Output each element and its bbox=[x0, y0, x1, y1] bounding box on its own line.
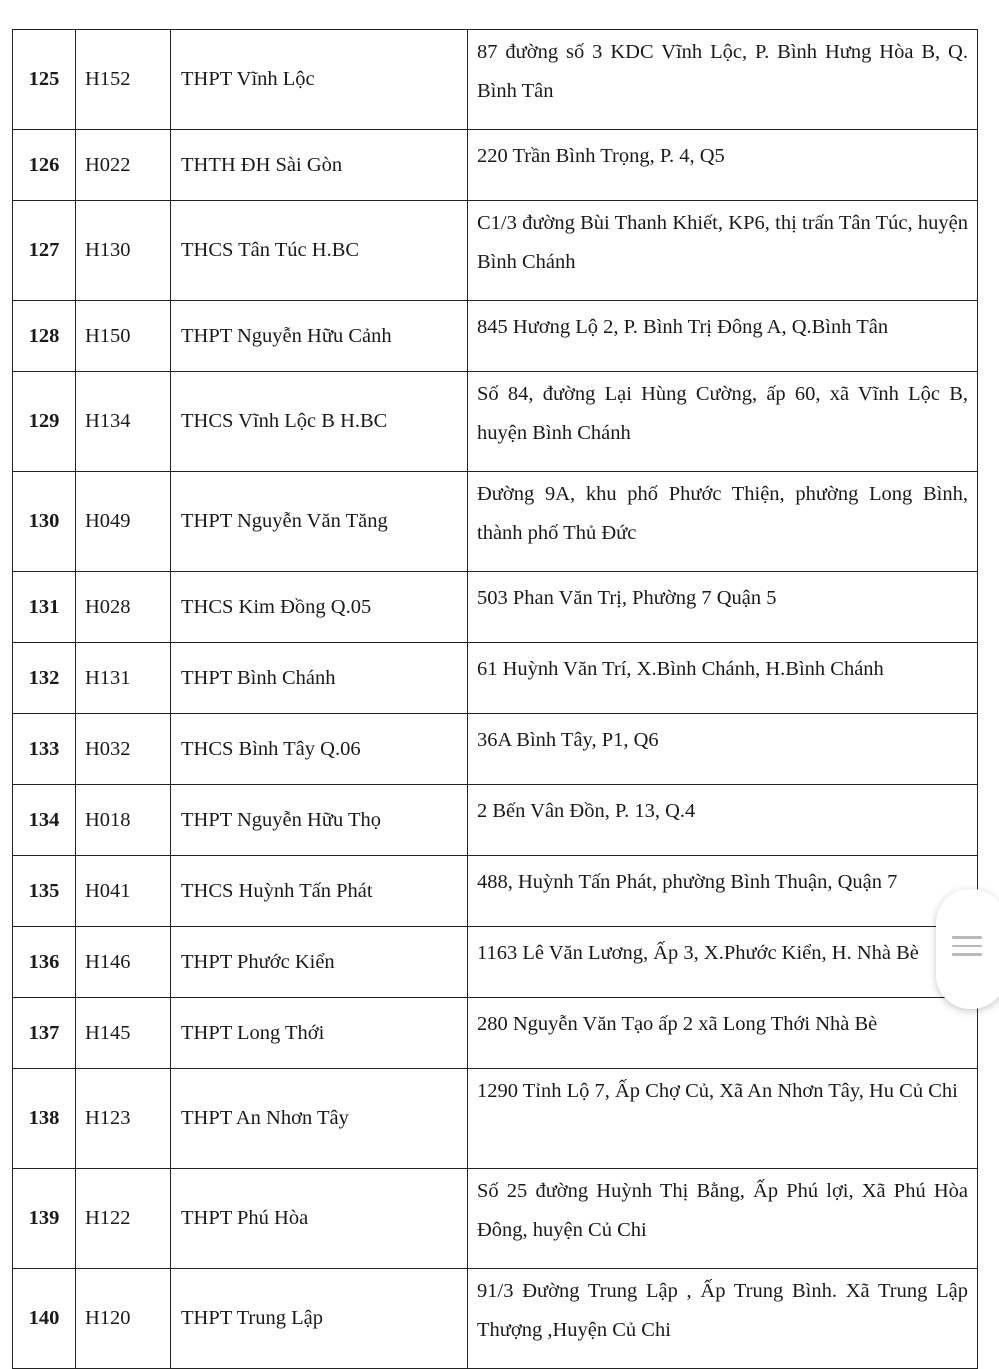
row-number: 129 bbox=[28, 410, 60, 432]
school-address: Số 84, đường Lại Hùng Cường, ấp 60, xã Vĩnh Lộc B, huyện Bình Chánh bbox=[477, 383, 968, 444]
school-name-cell bbox=[171, 372, 468, 472]
table-row bbox=[13, 472, 978, 572]
school-name: THCS Tân Túc H.BC bbox=[181, 239, 360, 261]
row-number-cell bbox=[13, 30, 76, 130]
table-row bbox=[13, 785, 978, 856]
school-code: H152 bbox=[85, 68, 131, 90]
school-address-cell bbox=[468, 572, 978, 643]
school-address-cell bbox=[468, 130, 978, 201]
school-name: THPT An Nhơn Tây bbox=[181, 1107, 349, 1129]
school-code-cell bbox=[76, 1169, 171, 1269]
school-address: 220 Trần Bình Trọng, P. 4, Q5 bbox=[477, 145, 725, 167]
row-number-cell bbox=[13, 472, 76, 572]
row-number-cell bbox=[13, 130, 76, 201]
school-address: Số 25 đường Huỳnh Thị Bằng, Ấp Phú lợi, Xã Phú Hòa Đông, huyện Củ Chi bbox=[477, 1180, 968, 1241]
table-row bbox=[13, 301, 978, 372]
school-name-cell bbox=[171, 201, 468, 301]
school-address: 845 Hương Lộ 2, P. Bình Trị Đông A, Q.Bình Tân bbox=[477, 316, 889, 338]
school-code: H131 bbox=[85, 666, 131, 689]
school-name-cell bbox=[171, 714, 468, 785]
row-number-cell bbox=[13, 301, 76, 372]
school-address: Đường 9A, khu phố Phước Thiện, phường Long Bình, thành phố Thủ Đức bbox=[477, 483, 968, 544]
school-address: 1290 Tỉnh Lộ 7, Ấp Chợ Củ, Xã An Nhơn Tây, Hu Củ Chi bbox=[477, 1080, 958, 1102]
school-code-cell bbox=[76, 785, 171, 856]
school-address-cell bbox=[468, 927, 978, 998]
school-code-cell bbox=[76, 30, 171, 130]
school-address-cell bbox=[468, 372, 978, 472]
row-number-cell bbox=[13, 1069, 76, 1169]
table-body bbox=[13, 30, 978, 1369]
school-code-cell bbox=[76, 201, 171, 301]
school-code: H134 bbox=[85, 410, 131, 432]
row-number: 128 bbox=[28, 324, 60, 347]
row-number-cell bbox=[13, 1169, 76, 1269]
school-name-cell bbox=[171, 301, 468, 372]
school-code-cell bbox=[76, 301, 171, 372]
school-name: THPT Long Thới bbox=[181, 1021, 325, 1044]
floating-side-tab[interactable] bbox=[936, 889, 999, 1009]
row-number-cell bbox=[13, 572, 76, 643]
row-number: 133 bbox=[28, 737, 60, 760]
school-code-cell bbox=[76, 130, 171, 201]
school-code-cell bbox=[76, 927, 171, 998]
table-row bbox=[13, 130, 978, 201]
row-number: 139 bbox=[28, 1207, 60, 1229]
school-name-cell bbox=[171, 927, 468, 998]
school-address: 87 đường số 3 KDC Vĩnh Lộc, P. Bình Hưng Hòa B, Q. Bình Tân bbox=[477, 41, 968, 102]
table-row bbox=[13, 927, 978, 998]
school-code: H145 bbox=[85, 1021, 131, 1044]
table-row bbox=[13, 30, 978, 130]
school-address-cell bbox=[468, 1169, 978, 1269]
row-number: 126 bbox=[28, 153, 60, 176]
school-name-cell bbox=[171, 1169, 468, 1269]
row-number: 140 bbox=[28, 1307, 60, 1329]
school-address-cell bbox=[468, 998, 978, 1069]
row-number: 136 bbox=[28, 950, 60, 973]
school-name: THPT Vĩnh Lộc bbox=[181, 68, 315, 90]
school-code-cell bbox=[76, 1269, 171, 1369]
school-name: THCS Vĩnh Lộc B H.BC bbox=[181, 410, 388, 432]
row-number: 127 bbox=[28, 239, 60, 261]
school-code-cell bbox=[76, 856, 171, 927]
school-name: THPT Nguyễn Hữu Thọ bbox=[181, 808, 381, 831]
school-code: H120 bbox=[85, 1307, 131, 1329]
school-name: THPT Nguyễn Văn Tăng bbox=[181, 510, 388, 532]
row-number-cell bbox=[13, 927, 76, 998]
school-address: 503 Phan Văn Trị, Phường 7 Quận 5 bbox=[477, 587, 777, 609]
school-address: C1/3 đường Bùi Thanh Khiết, KP6, thị trấn Tân Túc, huyện Bình Chánh bbox=[477, 212, 968, 273]
school-name-cell bbox=[171, 1269, 468, 1369]
school-address-cell bbox=[468, 201, 978, 301]
school-code: H150 bbox=[85, 324, 131, 347]
school-code: H049 bbox=[85, 510, 131, 532]
school-code: H041 bbox=[85, 879, 131, 902]
row-number-cell bbox=[13, 714, 76, 785]
row-number-cell bbox=[13, 201, 76, 301]
school-code: H032 bbox=[85, 737, 131, 760]
table-row bbox=[13, 643, 978, 714]
row-number: 135 bbox=[28, 879, 60, 902]
school-address: 2 Bến Vân Đồn, P. 13, Q.4 bbox=[477, 800, 696, 822]
school-name: THCS Huỳnh Tấn Phát bbox=[181, 879, 373, 902]
school-code-cell bbox=[76, 998, 171, 1069]
row-number-cell bbox=[13, 372, 76, 472]
school-name: THPT Phú Hòa bbox=[181, 1207, 309, 1229]
school-address: 91/3 Đường Trung Lập , Ấp Trung Bình. Xã Trung Lập Thượng ,Huyện Củ Chi bbox=[477, 1280, 968, 1341]
school-code: H146 bbox=[85, 950, 131, 973]
school-code-cell bbox=[76, 1069, 171, 1169]
row-number: 125 bbox=[28, 68, 60, 90]
school-name-cell bbox=[171, 572, 468, 643]
table-row bbox=[13, 714, 978, 785]
school-code: H022 bbox=[85, 153, 131, 176]
school-list-table bbox=[12, 29, 978, 1369]
school-name-cell bbox=[171, 643, 468, 714]
school-code-cell bbox=[76, 472, 171, 572]
school-address: 1163 Lê Văn Lương, Ấp 3, X.Phước Kiển, H. Nhà Bè bbox=[477, 942, 919, 964]
school-name: THCS Kim Đồng Q.05 bbox=[181, 595, 372, 618]
table-row bbox=[13, 1069, 978, 1169]
table-row bbox=[13, 1169, 978, 1269]
school-name: THCS Bình Tây Q.06 bbox=[181, 737, 361, 760]
school-name-cell bbox=[171, 785, 468, 856]
row-number-cell bbox=[13, 643, 76, 714]
school-address: 61 Huỳnh Văn Trí, X.Bình Chánh, H.Bình Chánh bbox=[477, 658, 884, 680]
table-row bbox=[13, 856, 978, 927]
school-name: THPT Nguyễn Hữu Cảnh bbox=[181, 324, 392, 347]
row-number: 137 bbox=[28, 1021, 60, 1044]
school-address-cell bbox=[468, 301, 978, 372]
row-number-cell bbox=[13, 1269, 76, 1369]
school-address-cell bbox=[468, 785, 978, 856]
school-address-cell bbox=[468, 30, 978, 130]
school-name-cell bbox=[171, 472, 468, 572]
hamburger-menu-icon bbox=[952, 936, 982, 962]
school-address-cell bbox=[468, 1069, 978, 1169]
table-row bbox=[13, 1269, 978, 1369]
table-row bbox=[13, 572, 978, 643]
table-row bbox=[13, 201, 978, 301]
school-name-cell bbox=[171, 998, 468, 1069]
school-code: H123 bbox=[85, 1107, 131, 1129]
school-address-cell bbox=[468, 472, 978, 572]
school-name-cell bbox=[171, 30, 468, 130]
school-name: THPT Phước Kiển bbox=[181, 950, 335, 973]
school-code: H028 bbox=[85, 595, 131, 618]
school-name: THPT Bình Chánh bbox=[181, 666, 336, 689]
row-number: 131 bbox=[28, 595, 60, 618]
school-address-cell bbox=[468, 643, 978, 714]
school-code-cell bbox=[76, 643, 171, 714]
school-address: 488, Huỳnh Tấn Phát, phường Bình Thuận, Quận 7 bbox=[477, 871, 898, 893]
school-address-cell bbox=[468, 856, 978, 927]
school-address: 280 Nguyễn Văn Tạo ấp 2 xã Long Thới Nhà Bè bbox=[477, 1013, 878, 1035]
school-code-cell bbox=[76, 572, 171, 643]
table-row bbox=[13, 372, 978, 472]
school-address-cell bbox=[468, 714, 978, 785]
school-address-cell bbox=[468, 1269, 978, 1369]
row-number: 132 bbox=[28, 666, 60, 689]
school-code-cell bbox=[76, 714, 171, 785]
school-name-cell bbox=[171, 130, 468, 201]
school-name-cell bbox=[171, 856, 468, 927]
school-name-cell bbox=[171, 1069, 468, 1169]
school-code: H122 bbox=[85, 1207, 131, 1229]
school-name: THPT Trung Lập bbox=[181, 1307, 324, 1329]
school-address: 36A Bình Tây, P1, Q6 bbox=[477, 729, 659, 751]
school-name: THTH ĐH Sài Gòn bbox=[181, 153, 343, 176]
school-code: H130 bbox=[85, 239, 131, 261]
row-number: 134 bbox=[28, 808, 60, 831]
row-number-cell bbox=[13, 785, 76, 856]
table-row bbox=[13, 998, 978, 1069]
row-number: 138 bbox=[28, 1107, 60, 1129]
school-code: H018 bbox=[85, 808, 131, 831]
row-number-cell bbox=[13, 998, 76, 1069]
row-number: 130 bbox=[28, 510, 60, 532]
school-code-cell bbox=[76, 372, 171, 472]
row-number-cell bbox=[13, 856, 76, 927]
